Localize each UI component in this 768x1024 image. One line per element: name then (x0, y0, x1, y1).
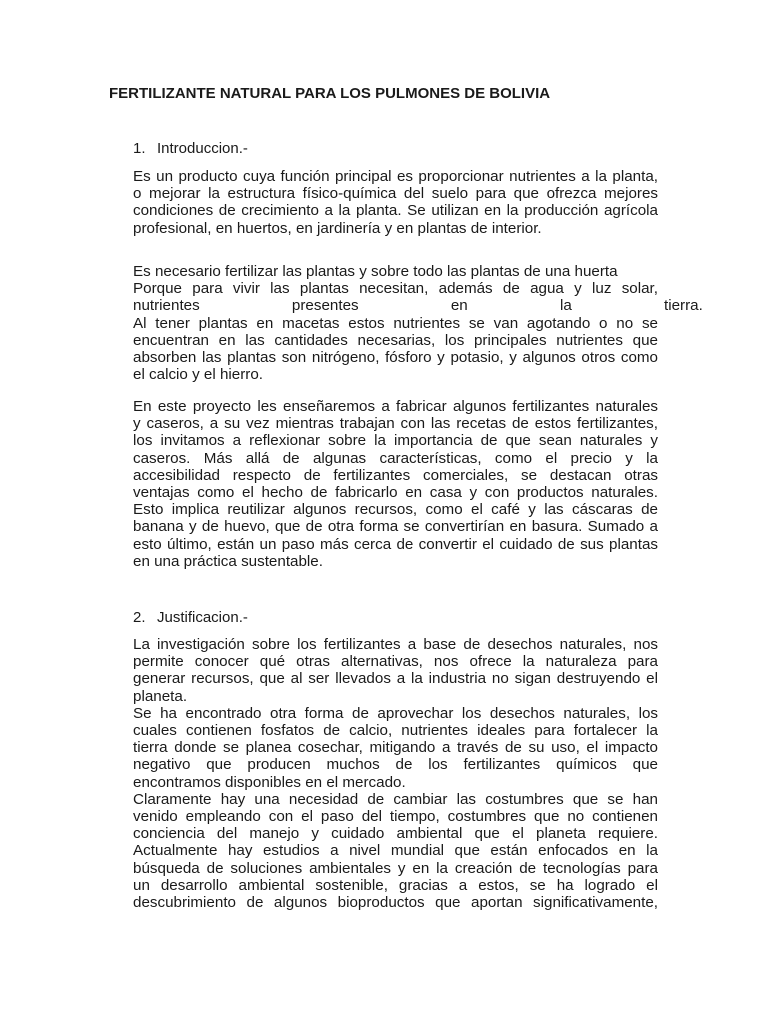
text-line: La investigación sobre los fertilizantes a base de desechos naturales, nos (133, 636, 658, 653)
text-line: tierra donde se planea cosechar, mitigando a través de su uso, el impacto (133, 739, 658, 757)
text-line: caseros. Más allá de algunas características, como el precio y la (133, 449, 658, 467)
text-line: ventajas como el hecho de fabricarlo en casa y con productos naturales. (133, 484, 658, 502)
paragraph-intro-1 (133, 168, 658, 237)
text-line: negativo que producen muchos de los fertilizantes químicos que (133, 756, 658, 774)
text-line: los invitamos a reflexionar sobre la importancia de que sean naturales y (133, 432, 658, 450)
text-line: Esto implica reutilizar algunos recursos, como el café y las cáscaras de (133, 501, 658, 519)
section-heading-text: Justificacion.- (157, 609, 248, 626)
section-heading-introduccion (133, 140, 248, 158)
text-line: banana y de huevo, que de otra forma se convertirían en basura. Sumado a (133, 518, 658, 536)
text-line: planeta. (133, 687, 188, 705)
text-line: Claramente hay una necesidad de cambiar las costumbres que se han (133, 790, 658, 808)
text-line: Al tener plantas en macetas estos nutrientes se van agotando o no se (133, 314, 658, 332)
text-line: el calcio y el hierro. (133, 366, 263, 384)
text-line: búsqueda de soluciones ambientales y en la creación de tecnologías para (133, 859, 658, 877)
text-line: Es un producto cuya función principal es proporcionar nutrientes a la planta, (133, 168, 658, 185)
text-line: encuentran en las cantidades necesarias, los principales nutrientes que (133, 331, 658, 349)
text-line: accesibilidad respecto de fertilizantes comerciales, se destacan otras (133, 466, 658, 484)
text-line: esto último, están un paso más cerca de convertir el cuidado de sus plantas (133, 535, 658, 553)
section-number: 2. (133, 609, 146, 626)
text-line: nutrientes presentes en la tierra. (133, 297, 703, 315)
text-line: Actualmente hay estudios a nivel mundial que están enfocados en la (133, 842, 658, 860)
text-line: Se ha encontrado otra forma de aprovechar los desechos naturales, los (133, 704, 658, 722)
text-line: absorben las plantas son nitrógeno, fósforo y potasio, y algunos otros como (133, 349, 658, 367)
paragraph-intro-2 (133, 263, 703, 384)
text-line: permite conocer qué otras alternativas, nos ofrece la naturaleza para (133, 653, 658, 671)
text-line: un desarrollo ambiental sostenible, gracias a estos, se ha logrado el (133, 876, 658, 894)
text-line: Porque para vivir las plantas necesitan, además de agua y luz solar, (133, 280, 658, 298)
text-line: condiciones de crecimiento a la planta. Se utilizan en la producción agrícola (133, 202, 658, 220)
text-line: en una práctica sustentable. (133, 552, 323, 570)
text-line: conciencia del manejo y cuidado ambiental que el planeta requiere. (133, 825, 658, 843)
section-number: 1. (133, 140, 146, 157)
text-line: cuales contienen fosfatos de calcio, nutrientes ideales para fortalecer la (133, 722, 658, 740)
paragraph-intro-3 (133, 398, 658, 570)
text-line: encontramos disponibles en el mercado. (133, 773, 406, 791)
text-line: y caseros, a su vez mientras trabajan con las recetas de estos fertilizantes, (133, 415, 658, 433)
text-line: En este proyecto les enseñaremos a fabricar algunos fertilizantes naturales (133, 398, 658, 415)
section-heading-justificacion (133, 609, 248, 627)
text-line: generar recursos, que al ser llevados a la industria no sigan destruyendo el (133, 670, 658, 688)
text-line: venido empleando con el paso del tiempo, costumbres que no contienen (133, 808, 658, 826)
paragraph-justificacion (133, 636, 658, 911)
section-heading-text: Introduccion.- (157, 140, 248, 157)
text-line: descubrimiento de algunos bioproductos que aportan significativamente, (133, 894, 658, 912)
text-line: profesional, en huertos, en jardinería y en plantas de interior. (133, 219, 542, 237)
text-line: Es necesario fertilizar las plantas y sobre todo las plantas de una huerta (133, 263, 618, 280)
text-line: o mejorar la estructura físico-química del suelo para que ofrezca mejores (133, 185, 658, 203)
document-title: FERTILIZANTE NATURAL PARA LOS PULMONES DE BOLIVIA (109, 85, 551, 102)
